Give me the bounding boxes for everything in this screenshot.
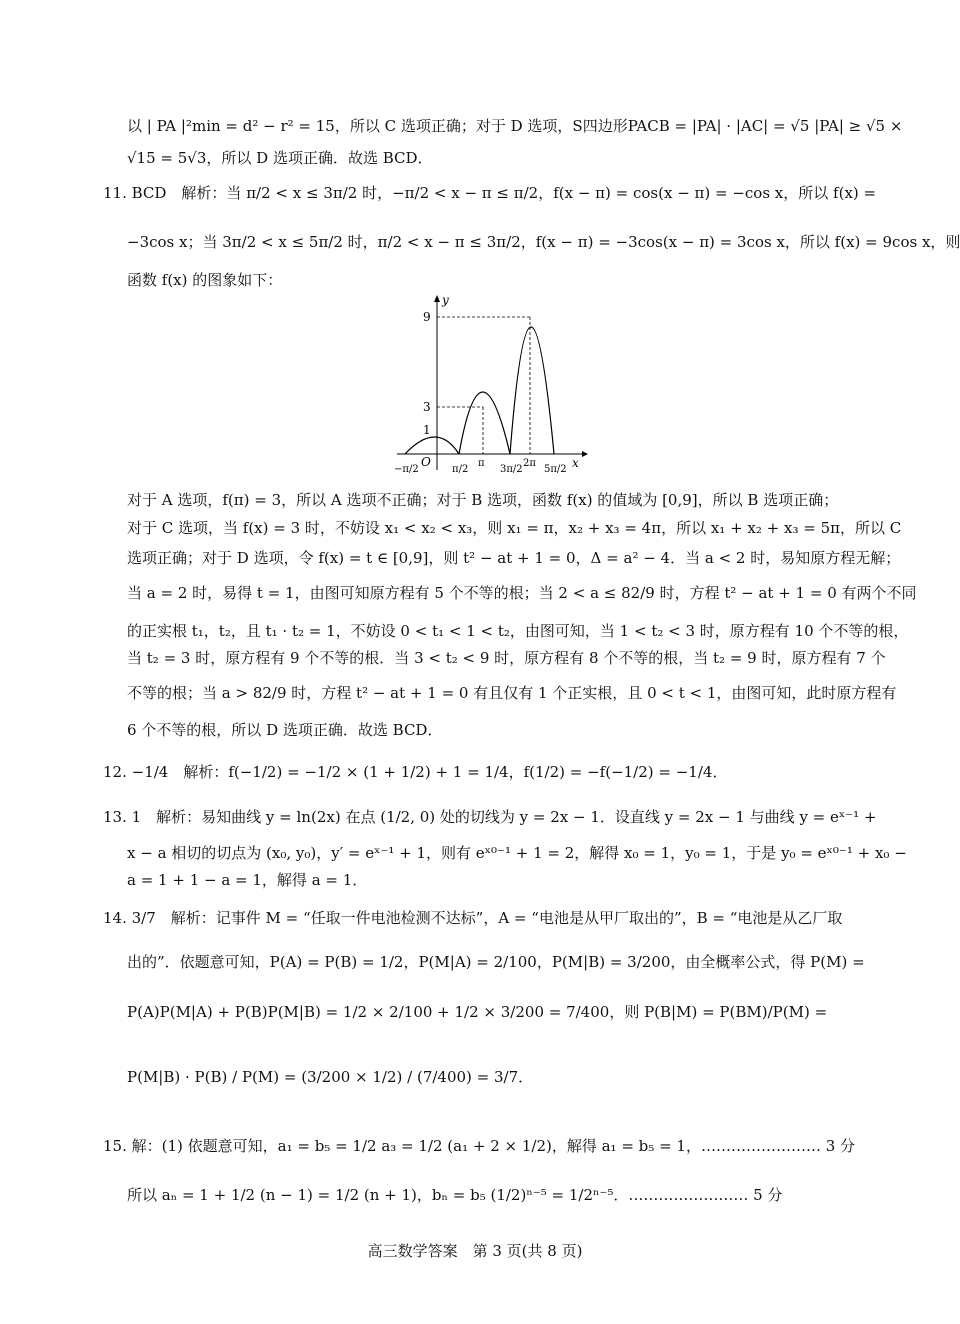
text-line: P(A)P(M|A) + P(B)P(M|B) = 1/2 × 2/100 + 1/2 × 3/200 = 7/400，则 P(B|M) = P(BM)/P(M) = <box>127 1003 828 1021</box>
text-line: 12. −1/4 解析：f(−1/2) = −1/2 × (1 + 1/2) + 1 = 1/4，f(1/2) = −f(−1/2) = −1/4． <box>103 763 728 781</box>
text-line: 当 t₂ = 3 时，原方程有 9 个不等的根．当 3 < t₂ < 9 时，原方程有 8 个不等的根，当 t₂ = 9 时，原方程有 7 个 <box>127 649 886 667</box>
x-tick-half-pi: π/2 <box>452 464 469 475</box>
origin-label: O <box>421 455 431 469</box>
x-tick-pi: π <box>478 458 485 469</box>
text-line: 14. 3/7 解析：记事件 M = “任取一件电池检测不达标”，A = “电池是从甲厂取出的”，B = “电池是从乙厂取 <box>103 909 843 927</box>
text-line: 的正实根 t₁，t₂，且 t₁ · t₂ = 1，不妨设 0 < t₁ < 1 < t₂，由图可知，当 1 < t₂ < 3 时，原方程有 10 个不等的根， <box>127 622 909 640</box>
function-graph <box>392 290 592 480</box>
text-line: 对于 A 选项，f(π) = 3，所以 A 选项不正确；对于 B 选项，函数 f(x) 的值域为 [0,9]，所以 B 选项正确； <box>127 491 839 509</box>
text-line: 11. BCD 解析：当 π/2 < x ≤ 3π/2 时，−π/2 < x − π ≤ π/2，f(x − π) = cos(x − π) = −cos x，所以 f(x) = <box>103 184 877 202</box>
x-tick-2pi: 2π <box>523 458 536 469</box>
y-tick-9: 9 <box>423 310 431 324</box>
y-axis-label: y <box>442 293 449 307</box>
y-tick-1: 1 <box>423 423 431 437</box>
x-axis-arrow <box>582 451 588 457</box>
y-tick-3: 3 <box>423 400 431 414</box>
text-line: 15. 解：(1) 依题意可知，a₁ = b₅ = 1/2 a₃ = 1/2 (a₁ + 2 × 1/2)，解得 a₁ = b₅ = 1，…………………… 3 分 <box>103 1137 856 1155</box>
curve-segment-2 <box>459 392 510 454</box>
curve-segment-3 <box>510 327 554 454</box>
y-axis-arrow <box>434 295 440 302</box>
x-tick-3half-pi: 3π/2 <box>500 464 523 475</box>
text-line: 13. 1 解析：易知曲线 y = ln(2x) 在点 (1/2, 0) 处的切线为 y = 2x − 1．设直线 y = 2x − 1 与曲线 y = eˣ⁻¹ + <box>103 808 877 826</box>
page-footer: 高三数学答案 第 3 页(共 8 页) <box>367 1242 583 1260</box>
text-line: 选项正确；对于 D 选项，令 f(x) = t ∈ [0,9]，则 t² − at + 1 = 0，Δ = a² − 4．当 a < 2 时，易知原方程无解； <box>127 549 901 567</box>
text-line: a = 1 + 1 − a = 1，解得 a = 1． <box>127 871 368 889</box>
text-line: 以 | PA |²min = d² − r² = 15，所以 C 选项正确；对于 D 选项，S四边形PACB = |PA| · |AC| = √5 |PA| ≥ √5 × <box>127 117 903 135</box>
text-line: 不等的根；当 a > 82/9 时，方程 t² − at + 1 = 0 有且仅有 1 个正实根，且 0 < t < 1，由图可知，此时原方程有 <box>127 684 897 702</box>
x-tick-5half-pi: 5π/2 <box>544 464 567 475</box>
text-line: P(M|B) · P(B) / P(M) = (3/200 × 1/2) / (7/400) = 3/7． <box>127 1068 534 1086</box>
x-axis-label: x <box>572 456 579 470</box>
text-line: 对于 C 选项，当 f(x) = 3 时，不妨设 x₁ < x₂ < x₃，则 x₁ = π，x₂ + x₃ = 4π，所以 x₁ + x₂ + x₃ = 5π，所以 C <box>127 519 902 537</box>
x-tick-neg-half-pi: −π/2 <box>394 464 419 475</box>
text-line: 当 a = 2 时，易得 t = 1，由图可知原方程有 5 个不等的根；当 2 < a ≤ 82/9 时，方程 t² − at + 1 = 0 有两个不同 <box>127 584 917 602</box>
text-line: 函数 f(x) 的图象如下： <box>127 271 283 289</box>
text-line: −3cos x；当 3π/2 < x ≤ 5π/2 时，π/2 < x − π ≤ 3π/2，f(x − π) = −3cos(x − π) = 3cos x，所以 f(x) = 9cos x，则 <box>127 233 960 251</box>
text-line: 所以 aₙ = 1 + 1/2 (n − 1) = 1/2 (n + 1)，bₙ = b₅ (1/2)ⁿ⁻⁵ = 1/2ⁿ⁻⁵．…………………… 5 分 <box>127 1186 783 1204</box>
curve-segment-1 <box>405 437 459 454</box>
text-line: 出的”．依题意可知，P(A) = P(B) = 1/2，P(M|A) = 2/100，P(M|B) = 3/200，由全概率公式，得 P(M) = <box>127 953 865 971</box>
text-line: x − a 相切的切点为 (x₀, y₀)，y′ = eˣ⁻¹ + 1，则有 eˣ⁰⁻¹ + 1 = 2，解得 x₀ = 1，y₀ = 1，于是 y₀ = eˣ⁰⁻¹ + x₀ − <box>127 844 907 862</box>
text-line: √15 = 5√3，所以 D 选项正确．故选 BCD． <box>127 149 433 167</box>
text-line: 6 个不等的根，所以 D 选项正确．故选 BCD． <box>127 721 443 739</box>
